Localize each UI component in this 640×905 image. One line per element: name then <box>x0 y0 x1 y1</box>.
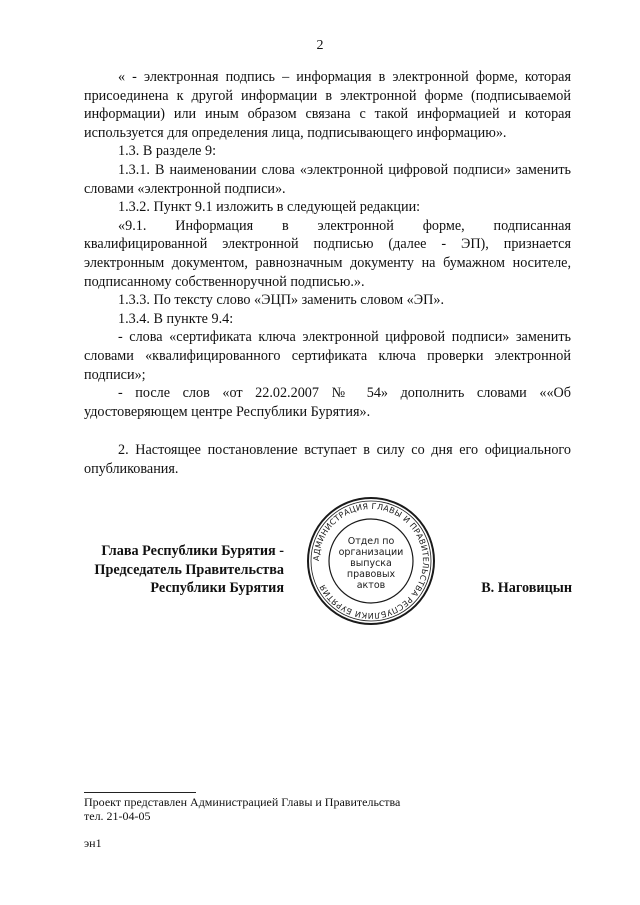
document-code: эн1 <box>84 836 102 850</box>
signatory-title-line: Глава Республики Бурятия - <box>101 543 284 559</box>
signatory-title-line: Республики Бурятия <box>150 580 284 597</box>
paragraph-definition: « - электронная подпись – информация в электронной форме, которая присоединена к другой информации в электронной форме (подписываемой информации) или иным образом связана с такой информацией и которая используется для определения лица, подписывающего информацию». <box>84 69 571 141</box>
footnote-divider <box>84 792 196 793</box>
signatory-name: В. Наговицын <box>481 580 572 596</box>
paragraph-1-3-4: 1.3.4. В пункте 9.4: <box>118 310 234 327</box>
paragraph-9-1: «9.1. Информация в электронной форме, подписанная квалифицированной электронной подписью (далее - ЭП), признается электронным документом, равнозначным документу на бумажном носителе, подписанному собственноручной подписью.». <box>84 217 571 290</box>
paragraph-1-3-3: 1.3.3. По тексту слово «ЭЦП» заменить словом «ЭП». <box>118 292 444 309</box>
signatory-title-line: Председатель Правительства <box>94 561 284 578</box>
paragraph-replace-certificate: - слова «сертификата ключа электронной цифровой подписи» заменить словами «квалифицированного сертификата ключа проверки электронной подписи»; <box>84 329 571 383</box>
document-body <box>84 68 571 478</box>
paragraph-1-3-1: 1.3.1. В наименовании слова «электронной цифровой подписи» заменить словами «электронной подписи». <box>84 161 571 197</box>
stamp-center-text: Отдел по организации выпуска правовых актов <box>338 536 404 591</box>
footnote-line: Проект представлен Администрацией Главы и Правительства <box>84 795 401 809</box>
footnote-line: тел. 21-04-05 <box>84 809 151 823</box>
page-number: 2 <box>316 38 324 53</box>
footnote <box>84 795 400 823</box>
paragraph-1-3-2: 1.3.2. Пункт 9.1 изложить в следующей редакции: <box>118 199 421 216</box>
stamp-ring-text: АДМИНИСТРАЦИЯ ГЛАВЫ И ПРАВИТЕЛЬСТВА РЕСПУБЛИКИ БУРЯТИЯ <box>311 501 431 621</box>
paragraph-1-3: 1.3. В разделе 9: <box>118 143 217 160</box>
paragraph-add-words: - после слов «от 22.02.2007 № 54» дополнить словами ««Об удостоверяющем центре Республики Бурятия». <box>84 385 571 420</box>
signatory-title <box>84 542 284 598</box>
paragraph-effective: 2. Настоящее постановление вступает в силу со дня его официального опубликования. <box>84 442 571 477</box>
